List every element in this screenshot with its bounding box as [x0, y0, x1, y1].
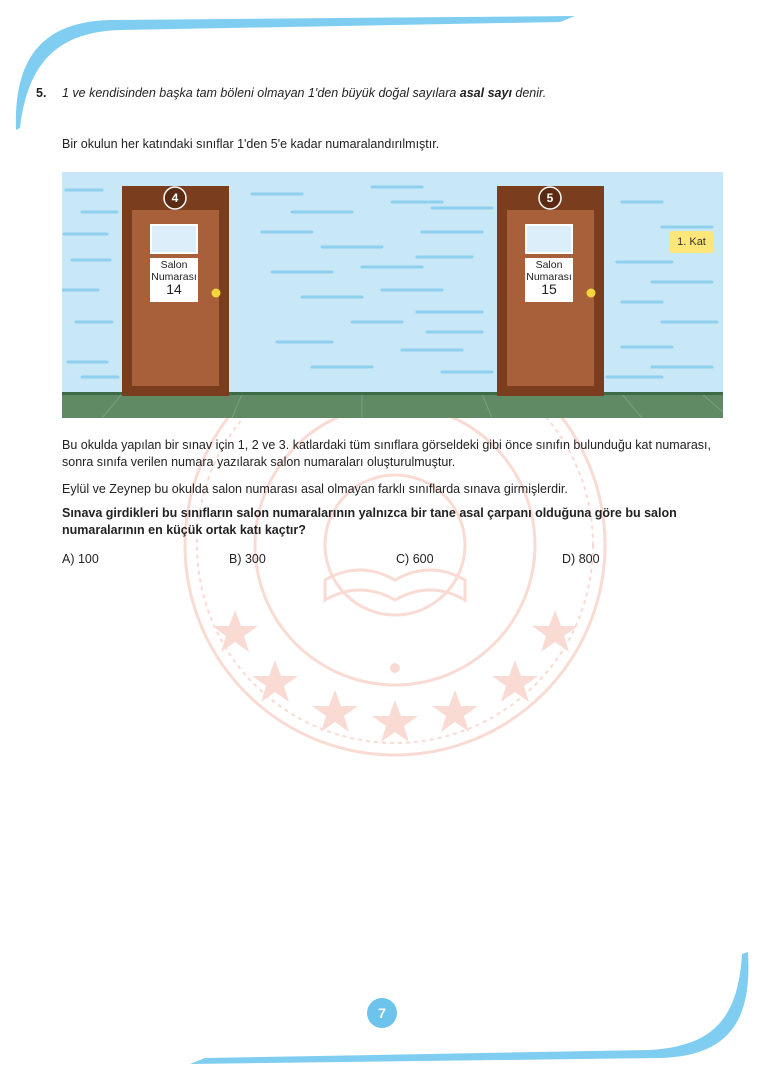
page-frame-top	[0, 0, 764, 140]
paragraph-intro: Bir okulun her katındaki sınıflar 1'den 5'e kadar numaralandırılmıştır.	[62, 137, 440, 151]
option-b-letter: B)	[229, 552, 242, 566]
option-c-value: 600	[412, 552, 434, 566]
salon-plate-left-line1: Salon	[160, 259, 188, 271]
option-d-value: 800	[578, 552, 600, 566]
intro-suffix: denir.	[511, 86, 547, 100]
question-intro	[62, 86, 546, 100]
option-a-value: 100	[77, 552, 99, 566]
option-b-value: 300	[244, 552, 266, 566]
option-c-letter: C)	[396, 552, 410, 566]
salon-plate-right-number: 15	[541, 281, 557, 297]
paragraph-exam-setup: Bu okulda yapılan bir sınav için 1, 2 ve 3. katlardaki tüm sınıflara görseldeki gibi önce sınıfın bulunduğu kat numarası, sonra sınıfa verilen numara yazılarak salon numaraları oluşturulmuştur.	[62, 438, 711, 469]
watermark-text	[0, 0, 1, 1]
class-number-badge-right: 5	[546, 191, 554, 205]
question-prompt: Sınava girdikleri bu sınıfların salon numaralarının yalnızca bir tane asal çarpanı olduğuna göre bu salon numaralarının en küçük ortak katı kaçtır?	[62, 506, 677, 537]
paragraph-students: Eylül ve Zeynep bu okulda salon numarası asal olmayan farklı sınıflarda sınava girmişlerdir.	[62, 482, 568, 496]
page-number: 7	[367, 998, 397, 1028]
salon-plate-left-line2: Numarası	[151, 271, 197, 283]
question-number: 5.	[36, 86, 47, 100]
floor-sign: 1. Kat	[677, 236, 706, 248]
option-a[interactable]	[62, 552, 99, 566]
intro-bold-term: asal sayı	[459, 86, 512, 100]
option-d[interactable]	[562, 552, 600, 566]
class-number-badge-left: 4	[171, 191, 179, 205]
option-d-letter: D)	[562, 552, 576, 566]
salon-plate-left	[150, 259, 198, 297]
option-c[interactable]	[396, 552, 434, 566]
salon-plate-right-line1: Salon	[535, 259, 563, 271]
option-a-letter: A)	[62, 552, 75, 566]
salon-plate-left-number: 14	[166, 281, 182, 297]
intro-prefix: 1 ve kendisinden başka tam böleni olmayan 1'den büyük doğal sayılara	[62, 86, 460, 100]
option-b[interactable]	[229, 552, 266, 566]
salon-plate-right	[525, 259, 573, 297]
salon-plate-right-line2: Numarası	[526, 271, 572, 283]
corridor-illustration	[62, 172, 723, 418]
